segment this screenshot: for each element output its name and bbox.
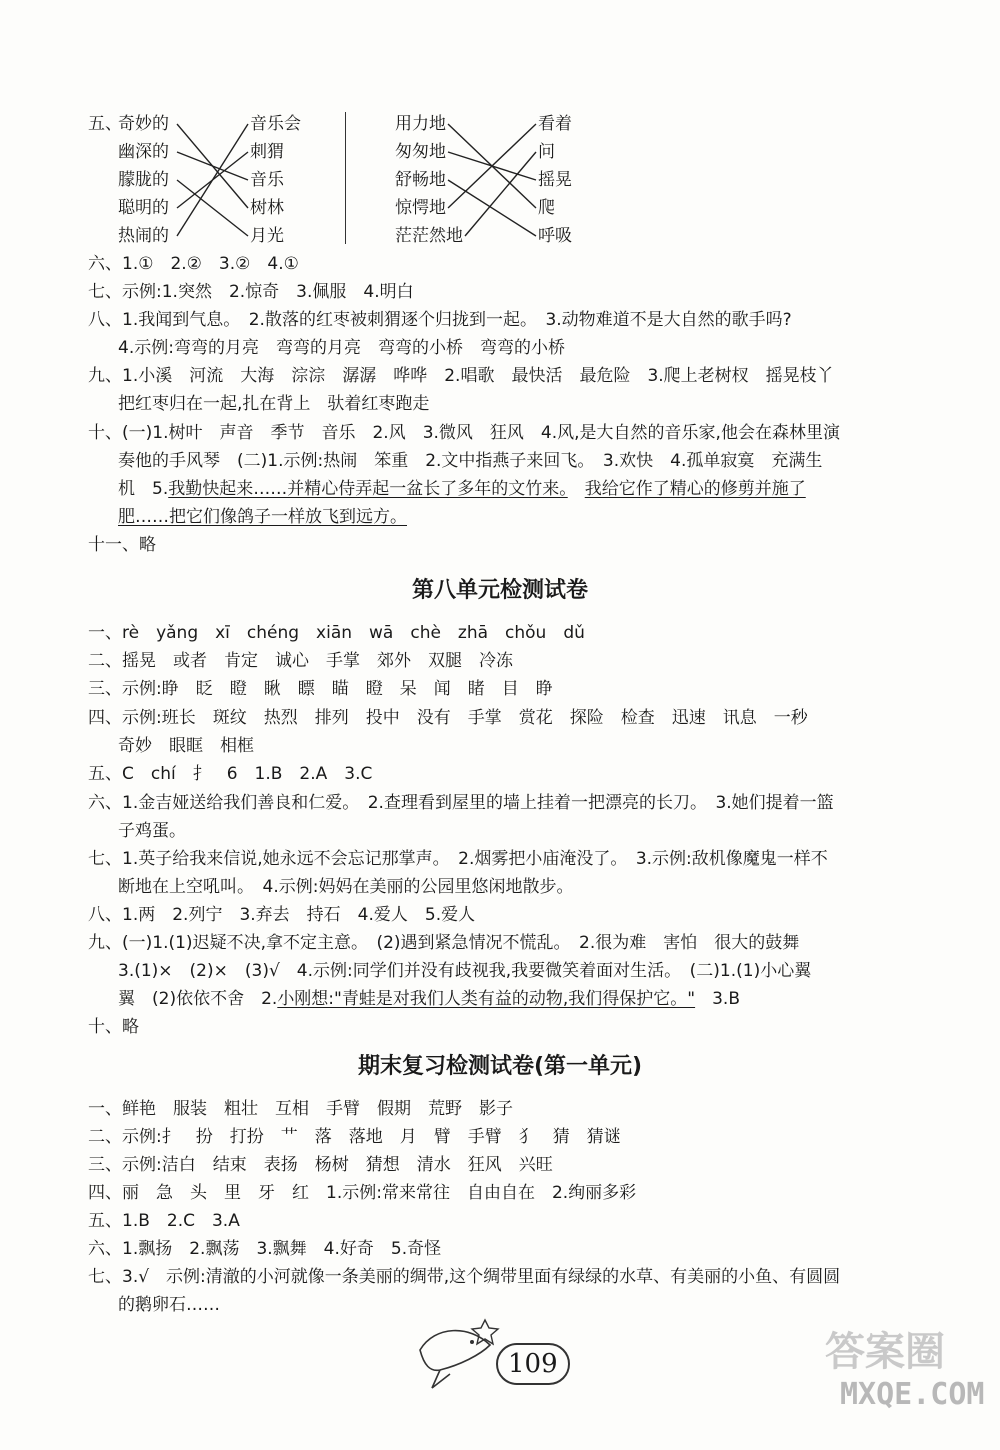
match-mid-word: 刺猬	[250, 142, 284, 162]
match-mid-word: 树林	[250, 198, 284, 218]
answer-line: 十、(一)1.树叶 声音 季节 音乐 2.风 3.微风 狂风 4.风,是大自然的音乐家,他会在森林里演	[88, 423, 840, 443]
answer-line	[118, 987, 740, 1011]
match-left-word: 热闹的	[118, 226, 169, 246]
answer-line: 三、示例:洁白 结束 表扬 杨树 猜想 清水 狂风 兴旺	[88, 1155, 553, 1175]
answer-line: 六、1.飘扬 2.飘荡 3.飘舞 4.好奇 5.奇怪	[88, 1239, 442, 1259]
match-left-word: 朦胧的	[118, 170, 169, 190]
section-heading: 第八单元检测试卷	[411, 578, 588, 603]
answer-line: 二、摇晃 或者 肯定 诚心 手掌 郊外 双腿 冷冻	[88, 651, 513, 671]
match-mid-word: 音乐	[250, 170, 284, 190]
answer-line: 八、1.我闻到气息。 2.散落的红枣被刺猬逐个归拢到一起。 3.动物难道不是大自然的歌手吗?	[88, 310, 792, 330]
section-heading: 期末复习检测试卷(第一单元)	[357, 1054, 643, 1079]
match-right-right-word: 摇晃	[538, 170, 572, 190]
answer-line: 七、示例:1.突然 2.惊奇 3.佩服 4.明白	[88, 282, 414, 302]
match-right-left-word: 匆匆地	[395, 142, 446, 162]
answer-line: 奏他的手风琴 (二)1.示例:热闹 笨重 2.文中指燕子来回飞。 3.欢快 4.孤单寂寞 充满生	[118, 451, 823, 471]
answer-line: 一、鲜艳 服装 粗壮 互相 手臂 假期 荒野 影子	[88, 1099, 513, 1119]
answer-line: 五、C chí 扌 6 1.B 2.A 3.C	[88, 764, 373, 784]
answer-line: 断地在上空吼叫。 4.示例:妈妈在美丽的公园里悠闲地散步。	[118, 877, 574, 897]
match-line	[177, 124, 248, 236]
answer-line: 十一、略	[88, 535, 156, 555]
match-right-right-word: 爬	[538, 198, 555, 218]
underlined-text: 我给它作了精心的修剪并施了	[584, 479, 806, 499]
match-right-left-word: 用力地	[395, 114, 446, 134]
match-mid-word: 音乐会	[250, 114, 301, 134]
match-line	[448, 180, 536, 236]
answer-line: 三、示例:睁 眨 瞪 瞅 瞟 瞄 瞪 呆 闻 睹 目 睁	[88, 679, 553, 699]
match-line	[177, 180, 248, 236]
match-line	[465, 152, 536, 236]
match-line	[177, 152, 248, 180]
answer-text: 翼 (2)依依不舍 2.	[118, 989, 278, 1009]
underlined-text: 肥……把它们像鸽子一样放飞到远方。	[118, 507, 407, 527]
underlined-text: 我勤快起来……并精心侍弄起一盆长了多年的文竹来。	[168, 479, 568, 499]
answer-line: 二、示例:扌 扮 打扮 艹 落 落地 月 臂 手臂 犭 猜 猜谜	[88, 1127, 621, 1147]
answer-text: 机 5.	[118, 479, 169, 499]
answer-line: 九、(一)1.(1)迟疑不决,拿不定主意。 (2)遇到紧急情况不慌乱。 2.很为难 害怕 很大的鼓舞	[88, 933, 800, 953]
match-right-right-word: 问	[538, 142, 555, 162]
match-left-word: 奇妙的	[118, 114, 169, 134]
answer-line: 把红枣归在一起,扎在背上 驮着红枣跑走	[118, 394, 430, 414]
answer-line: 六、1.① 2.② 3.② 4.①	[88, 254, 299, 274]
match-right-right-word: 呼吸	[538, 226, 572, 246]
match-left-word: 聪明的	[118, 198, 169, 218]
match-right-right-word: 看着	[538, 114, 572, 134]
match-right-left-word: 舒畅地	[395, 170, 446, 190]
answer-line	[118, 505, 407, 529]
answer-text: 3.B	[695, 989, 740, 1009]
answer-line: 六、1.金吉娅送给我们善良和仁爱。 2.查理看到屋里的墙上挂着一把漂亮的长刀。 3.她们提着一篮	[88, 793, 834, 813]
match-right-left-word: 茫茫然地	[395, 226, 463, 246]
answer-line: 的鹅卵石……	[118, 1295, 220, 1315]
answer-line: 五、1.B 2.C 3.A	[88, 1211, 240, 1231]
answer-line: 九、1.小溪 河流 大海 淙淙 潺潺 哗哗 2.唱歌 最快活 最危险 3.爬上老树杈 摇晃枝丫	[88, 366, 834, 386]
answer-line: 四、示例:班长 斑纹 热烈 排列 投中 没有 手掌 赏花 探险 检查 迅速 讯息 一秒	[88, 708, 808, 728]
answer-line: 4.示例:弯弯的月亮 弯弯的月亮 弯弯的小桥 弯弯的小桥	[118, 338, 565, 358]
page-number: 109	[496, 1343, 570, 1385]
answer-line: 3.(1)× (2)× (3)√ 4.示例:同学们并没有歧视我,我要微笑着面对生活。 (二)1.(1)小心翼	[118, 961, 812, 981]
dolphin-icon	[410, 1310, 510, 1400]
match-mid-word: 月光	[250, 226, 284, 246]
match-left-word: 幽深的	[118, 142, 169, 162]
matching-lines	[0, 0, 1000, 260]
watermark-logo: 答案圈	[825, 1329, 945, 1375]
answer-line: 奇妙 眼眶 相框	[118, 736, 254, 756]
answer-line: 七、3.√ 示例:清澈的小河就像一条美丽的绸带,这个绸带里面有绿绿的水草、有美丽的小鱼、有圆圆	[88, 1267, 841, 1287]
answer-line	[118, 477, 806, 501]
matching-label: 五、	[88, 114, 122, 134]
answer-line: 八、1.两 2.列宁 3.弃去 持石 4.爱人 5.爱人	[88, 905, 476, 925]
answer-line: 七、1.英子给我来信说,她永远不会忘记那掌声。 2.烟雾把小庙淹没了。 3.示例:敌机像魔鬼一样不	[88, 849, 828, 869]
match-right-left-word: 惊愕地	[395, 198, 446, 218]
watermark-url: MXQE.COM	[840, 1377, 985, 1412]
answer-line: 四、丽 急 头 里 牙 红 1.示例:常来常往 自由自在 2.绚丽多彩	[88, 1183, 637, 1203]
underlined-text: 小刚想:"青蛙是对我们人类有益的动物,我们得保护它。"	[277, 989, 696, 1009]
answer-line: 一、rè yǎng xī chéng xiān wā chè zhā chǒu dǔ	[88, 623, 585, 643]
answer-line: 子鸡蛋。	[118, 821, 186, 841]
answer-line: 十、略	[88, 1017, 139, 1037]
